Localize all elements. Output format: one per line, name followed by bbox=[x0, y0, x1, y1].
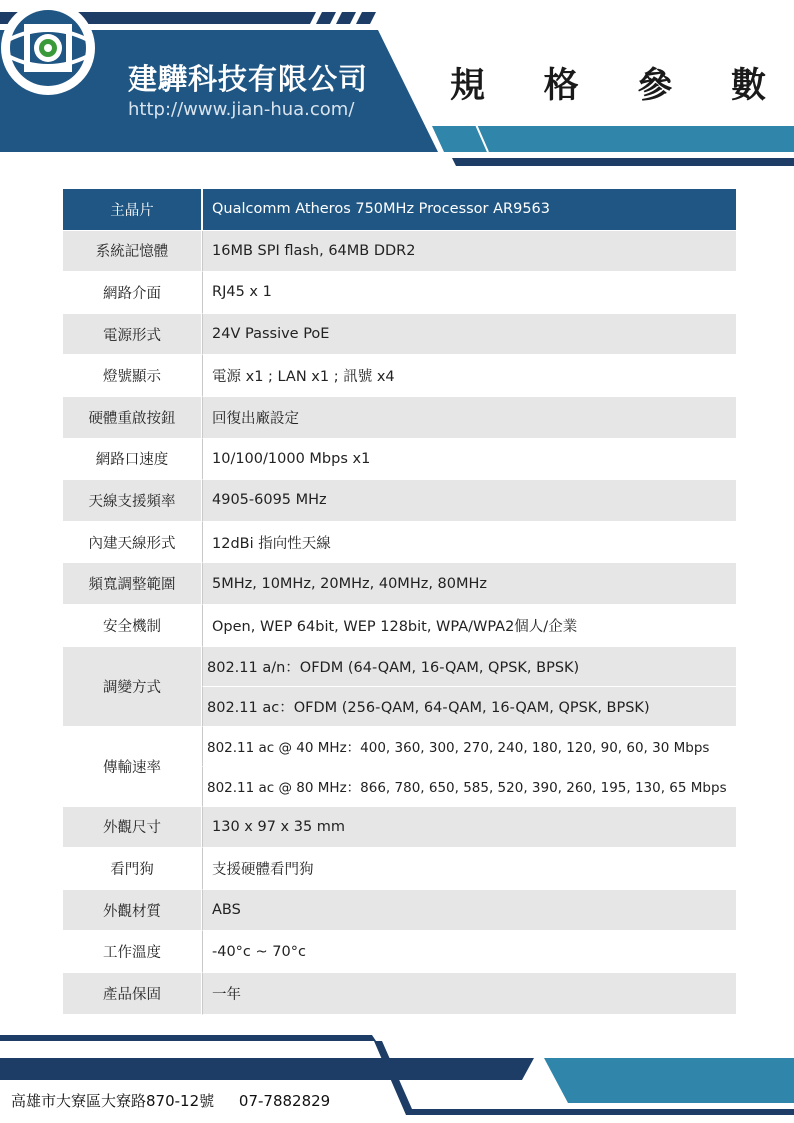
spec-value: 電源 x1 ; LAN x1 ; 訊號 x4 bbox=[202, 355, 736, 397]
spec-value: -40°c ~ 70°c bbox=[202, 931, 736, 973]
spec-value: 10/100/1000 Mbps x1 bbox=[202, 439, 736, 481]
page-title-char: 規 bbox=[450, 66, 486, 106]
spec-label: 內建天線形式 bbox=[63, 522, 202, 564]
spec-label: 看門狗 bbox=[63, 848, 202, 890]
spec-row-frequency bbox=[63, 480, 736, 522]
spec-row-watchdog bbox=[63, 848, 736, 890]
spec-label: 主晶片 bbox=[63, 189, 202, 231]
spec-value: 802.11 ac @ 40 MHz：400, 360, 300, 270, 240, 180, 120, 90, 60, 30 Mbps bbox=[202, 727, 736, 767]
spec-value: 一年 bbox=[202, 973, 736, 1015]
spec-row-warranty bbox=[63, 973, 736, 1015]
spec-value: 802.11 ac @ 80 MHz：866, 780, 650, 585, 520, 390, 260, 195, 130, 65 Mbps bbox=[202, 767, 736, 807]
spec-row-material bbox=[63, 890, 736, 932]
spec-label: 天線支援頻率 bbox=[63, 480, 202, 522]
spec-label: 傳輸速率 bbox=[63, 727, 202, 807]
company-name: 建驊科技有限公司 bbox=[128, 62, 369, 96]
spec-label: 硬體重啟按鈕 bbox=[63, 397, 202, 439]
spec-value: 802.11 a/n：OFDM (64-QAM, 16-QAM, QPSK, BPSK) bbox=[202, 647, 736, 687]
spec-row-antenna bbox=[63, 522, 736, 564]
spec-value: 4905-6095 MHz bbox=[202, 480, 736, 522]
spec-row-bandwidth bbox=[63, 563, 736, 605]
spec-row-port-speed bbox=[63, 439, 736, 481]
spec-value: RJ45 x 1 bbox=[202, 272, 736, 314]
page-title-char: 參 bbox=[637, 66, 673, 106]
spec-label: 電源形式 bbox=[63, 314, 202, 356]
spec-row-data-rate bbox=[63, 727, 736, 767]
spec-label: 工作溫度 bbox=[63, 931, 202, 973]
spec-label: 網路口速度 bbox=[63, 439, 202, 481]
spec-label: 燈號顯示 bbox=[63, 355, 202, 397]
spec-label: 調變方式 bbox=[63, 647, 202, 727]
spec-value: 130 x 97 x 35 mm bbox=[202, 807, 736, 849]
footer-phone: 07-7882829 bbox=[238, 1092, 331, 1110]
spec-value: Open, WEP 64bit, WEP 128bit, WPA/WPA2個人/企業 bbox=[202, 605, 736, 647]
page-title bbox=[450, 58, 766, 108]
spec-row-chipset bbox=[63, 189, 736, 231]
spec-row-reset-button bbox=[63, 397, 736, 439]
company-url[interactable]: http://www.jian-hua.com/ bbox=[128, 99, 355, 120]
spec-value: Qualcomm Atheros 750MHz Processor AR9563 bbox=[202, 189, 736, 231]
spec-value: ABS bbox=[202, 890, 736, 932]
spec-label: 頻寬調整範圍 bbox=[63, 563, 202, 605]
footer-address: 高雄市大寮區大寮路870-12號 bbox=[11, 1092, 215, 1110]
page-title-char: 格 bbox=[543, 66, 579, 106]
spec-row-temperature bbox=[63, 931, 736, 973]
company-logo bbox=[0, 0, 96, 96]
spec-value: 24V Passive PoE bbox=[202, 314, 736, 356]
spec-value: 5MHz, 10MHz, 20MHz, 40MHz, 80MHz bbox=[202, 563, 736, 605]
footer-contact bbox=[11, 1090, 330, 1111]
spec-row-memory bbox=[63, 231, 736, 273]
spec-row-power bbox=[63, 314, 736, 356]
spec-label: 外觀材質 bbox=[63, 890, 202, 932]
spec-value: 支援硬體看門狗 bbox=[202, 848, 736, 890]
spec-label: 網路介面 bbox=[63, 272, 202, 314]
spec-value: 回復出廠設定 bbox=[202, 397, 736, 439]
spec-row-modulation bbox=[63, 647, 736, 687]
spec-value: 12dBi 指向性天線 bbox=[202, 522, 736, 564]
spec-row-security bbox=[63, 605, 736, 647]
spec-label: 安全機制 bbox=[63, 605, 202, 647]
spec-row-interface bbox=[63, 272, 736, 314]
page-title-char: 數 bbox=[730, 66, 766, 106]
spec-value: 16MB SPI flash, 64MB DDR2 bbox=[202, 231, 736, 273]
spec-label: 外觀尺寸 bbox=[63, 807, 202, 849]
page-header bbox=[0, 0, 794, 170]
spec-label: 產品保固 bbox=[63, 973, 202, 1015]
spec-value: 802.11 ac：OFDM (256-QAM, 64-QAM, 16-QAM, QPSK, BPSK) bbox=[202, 687, 736, 727]
spec-row-dimensions bbox=[63, 807, 736, 849]
spec-table bbox=[63, 189, 736, 1015]
spec-label: 系統記憶體 bbox=[63, 231, 202, 273]
spec-row-leds bbox=[63, 355, 736, 397]
